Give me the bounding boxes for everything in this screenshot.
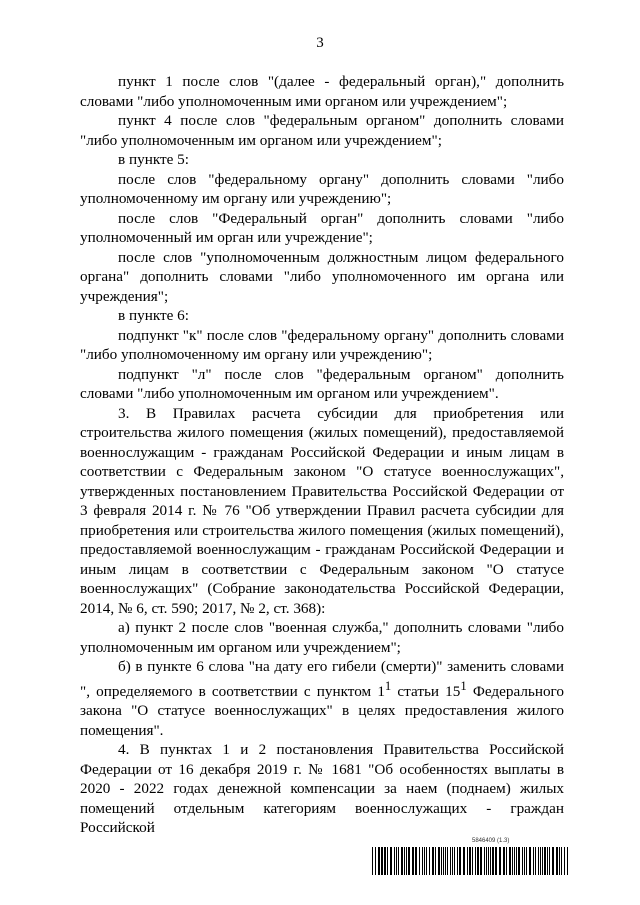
item-b-superscript-2: 1 <box>460 678 467 693</box>
paragraph-federalnyi-organ: после слов "Федеральный орган" дополнить словами "либо уполномоченный им орган или учреждение"; <box>80 209 564 246</box>
item-b-superscript-1: 1 <box>384 678 392 693</box>
barcode-number: 5846409 (1.3) <box>472 838 510 844</box>
paragraph-dolzhnostnym-licom: после слов "уполномоченным должностным лицом федерального органа" дополнить словами "либо уполномоченного им органа или учреждения"; <box>80 248 564 305</box>
paragraph-podpunkt-k: подпункт "к" после слов "федеральному органу" дополнить словами "либо уполномоченному им органу или учреждению"; <box>80 326 564 363</box>
page-number: 3 <box>316 35 324 51</box>
paragraph-item-a: а) пункт 2 после слов "военная служба," дополнить словами "либо уполномоченным им органом или учреждением"; <box>80 619 564 656</box>
paragraph-v-punkte-5: в пункте 5: <box>118 151 189 168</box>
paragraph-podpunkt-l: подпункт "л" после слов "федеральным органом" дополнить словами "либо уполномоченным им органом или учреждением". <box>80 365 564 402</box>
paragraph-item-b <box>80 657 564 740</box>
paragraph-federalnomu-organu: после слов "федеральному органу" дополнить словами "либо уполномоченному им органу или учреждению"; <box>80 170 564 207</box>
paragraph-punkt-1: пункт 1 после слов "(далее - федеральный орган)," дополнить словами "либо уполномоченным ими органом или учреждением"; <box>80 73 564 110</box>
document-body <box>80 72 564 838</box>
barcode <box>372 838 568 878</box>
paragraph-punkt-4: пункт 4 после слов "федеральным органом" дополнить словами "либо уполномоченным им органом или учреждением"; <box>80 112 564 149</box>
paragraph-v-punkte-6: в пункте 6: <box>118 307 189 324</box>
barcode-bars <box>372 847 568 875</box>
paragraph-section-4: 4. В пунктах 1 и 2 постановления Правительства Российской Федерации от 16 декабря 2019 г. № 1681 "Об особенностях выплаты в 2020 - 2022 годах денежной компенсации за наем (поднаем) жилых помещений отдельным категориям военнослужащих - граждан Российской <box>80 741 564 837</box>
item-b-text-3: Федерального закона "О статусе военнослужащих" в целях предоставления жилого помещения". <box>80 682 564 739</box>
item-b-text-2: статьи 15 <box>391 682 461 700</box>
paragraph-section-3: 3. В Правилах расчета субсидии для приобретения или строительства жилого помещения (жилых помещений), предоставляемой военнослужащим - гражданам Российской Федерации и иным лицам в соответствии с Федеральным законом "О статусе военнослужащих", утвержденных постановлением Правительства Российской Федерации от 3 февраля 2014 г. № 76 "Об утверждении Правил расчета субсидии для приобретения или строительства жилого помещения (жилых помещений), предоставляемой военнослужащим - гражданам Российской Федерации и иным лицам в соответствии с Федеральным законом "О статусе военнослужащих" (Собрание законодательства Российской Федерации, 2014, № 6, ст. 590; 2017, № 2, ст. 368): <box>80 404 564 617</box>
item-b-text-1: б) в пункте 6 слова "на дату его гибели (смерти)" заменить словами ", определяемого в соответствии с пунктом 1 <box>80 658 564 700</box>
barcode-bar <box>567 847 568 875</box>
